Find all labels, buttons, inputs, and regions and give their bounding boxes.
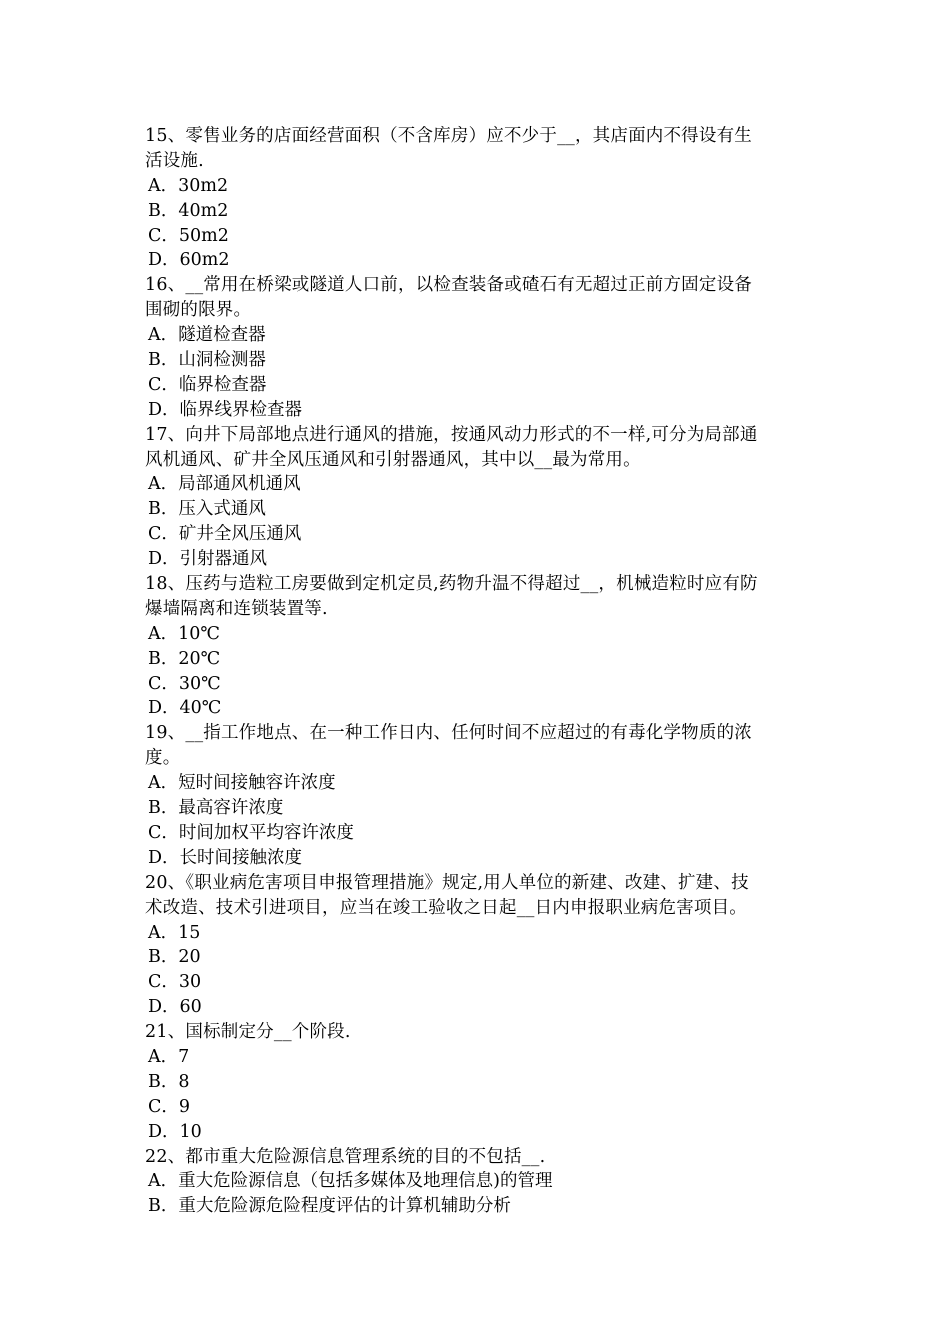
option-b: B．20℃ — [148, 648, 221, 669]
question-text: 16、__常用在桥梁或隧道人口前，以检查装备或碴石有无超过正前方固定设备 — [145, 275, 752, 296]
question-19 — [145, 721, 810, 870]
option-d: D．60 — [148, 997, 202, 1018]
question-16 — [145, 273, 810, 422]
option-a: A．短时间接触容许浓度 — [148, 773, 336, 794]
question-text: 围砌的限界。 — [145, 300, 252, 321]
question-text: 术改造、技术引进项目，应当在竣工验收之日起__日内申报职业病危害项目。 — [145, 897, 747, 918]
question-text: 15、零售业务的店面经营面积（不含库房）应不少于__，其店面内不得设有生 — [145, 126, 752, 146]
option-d: D．临界线界检查器 — [148, 399, 303, 420]
question-18 — [145, 572, 810, 721]
option-c: C．9 — [148, 1096, 191, 1117]
option-b: B．重大危险源危险程度评估的计算机辅助分析 — [148, 1196, 511, 1217]
option-c: C．时间加权平均容许浓度 — [148, 822, 354, 843]
option-a: A．10℃ — [148, 623, 220, 644]
option-b: B．山洞检测器 — [148, 350, 266, 371]
option-b: B．40m2 — [148, 200, 229, 221]
option-b: B．8 — [148, 1071, 190, 1092]
option-c: C．30℃ — [148, 673, 221, 694]
question-text: 风机通风、矿井全风压通风和引射器通风，其中以__最为常用。 — [145, 449, 641, 470]
question-20 — [145, 871, 810, 1020]
option-a: A．局部通风机通风 — [148, 474, 301, 495]
option-d: D．60m2 — [148, 250, 230, 271]
question-text: 17、向井下局部地点进行通风的措施，按通风动力形式的不一样,可分为局部通 — [145, 424, 758, 445]
question-21 — [145, 1020, 810, 1144]
document-page — [145, 124, 810, 1219]
option-b: B．压入式通风 — [148, 499, 266, 520]
option-c: C．50m2 — [148, 225, 229, 246]
option-c: C．30 — [148, 972, 202, 993]
question-text: 21、国标制定分__个阶段. — [145, 1022, 351, 1043]
option-d: D．长时间接触浓度 — [148, 847, 303, 868]
question-text: 活设施. — [145, 150, 204, 171]
question-text: 度。 — [145, 748, 181, 769]
option-a: A．重大危险源信息（包括多媒体及地理信息)的管理 — [148, 1171, 553, 1192]
question-text: 22、都市重大危险源信息管理系统的目的不包括__. — [145, 1146, 546, 1167]
question-text: 20、《职业病危害项目申报管理措施》规定,用人单位的新建、改建、扩建、技 — [145, 872, 749, 893]
option-a: A．隧道检查器 — [148, 325, 266, 346]
question-text: 爆墙隔离和连锁装置等. — [145, 598, 328, 619]
question-22 — [145, 1145, 810, 1220]
option-b: B．最高容许浓度 — [148, 798, 284, 819]
option-d: D．引射器通风 — [148, 549, 268, 570]
option-b: B．20 — [148, 947, 201, 968]
option-a: A．30m2 — [148, 175, 229, 196]
option-c: C．矿井全风压通风 — [148, 524, 302, 545]
option-d: D．40℃ — [148, 698, 222, 719]
question-15 — [145, 124, 810, 273]
question-17 — [145, 423, 810, 572]
option-c: C．临界检查器 — [148, 374, 267, 395]
option-a: A．7 — [148, 1046, 190, 1067]
question-text: 18、压药与造粒工房要做到定机定员,药物升温不得超过__，机械造粒时应有防 — [145, 574, 758, 595]
option-d: D．10 — [148, 1121, 202, 1142]
question-text: 19、__指工作地点、在一种工作日内、任何时间不应超过的有毒化学物质的浓 — [145, 723, 752, 744]
option-a: A．15 — [148, 922, 201, 943]
